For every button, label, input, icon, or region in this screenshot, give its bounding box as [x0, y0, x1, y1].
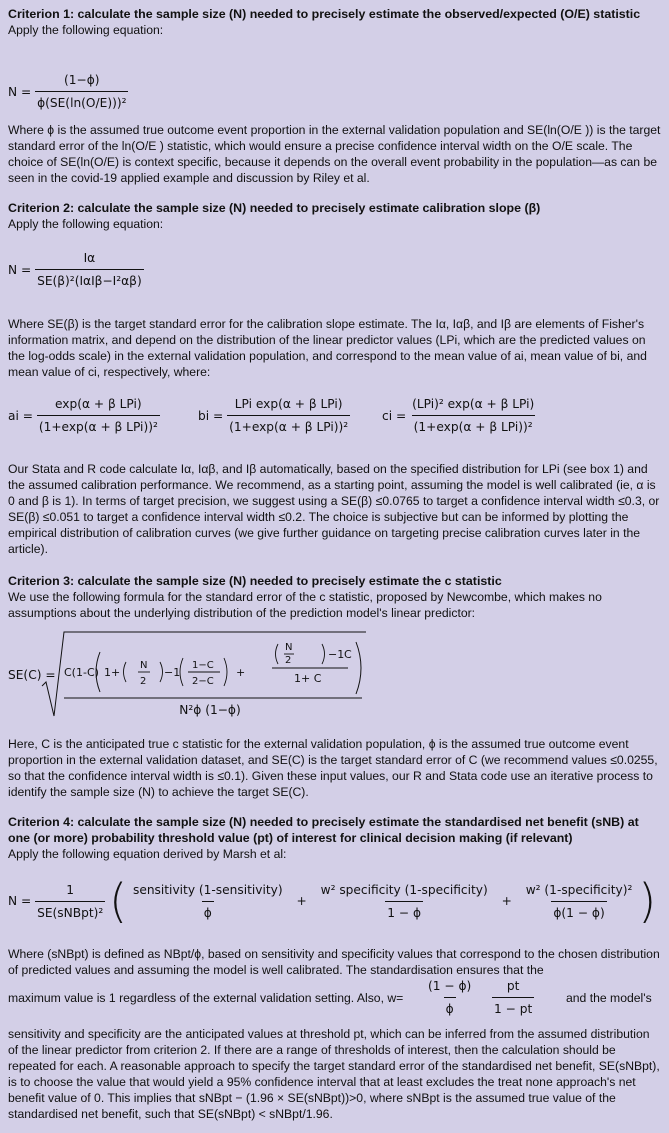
criterion-1: [8, 6, 663, 38]
svg-text:2−C: 2−C: [192, 676, 214, 687]
equation-4-term-3: [319, 882, 490, 921]
equation-4-right-paren: ): [638, 874, 657, 928]
equation-2: [8, 250, 144, 289]
criterion-4-intro: Apply the following equation derived by Marsh et al:: [8, 847, 287, 861]
equation-3-denominator-text: N²ϕ (1−ϕ): [179, 703, 241, 717]
svg-text:C: C: [344, 648, 352, 661]
criterion-4-text-3: sensitivity and specificity are the anticipated values at threshold pt, which can be inferred from the assumed distribution of the linear predictor from criterion 2. If there are a range of thresholds of interest, then the calculation should be repeated for each. A reasonable approach to specify the target standard error of the standardised net benefit, SE(sNBpt), is to choose the value that would yield a 95% confidence interval that at least excludes the treat none approach's net benefit value of 0. This implies that sNBpt − (1.96 × SE(sNBpt))>0, where sNBpt is the assumed true value of the standardised net benefit, such that SE(sNBpt) < sNBpt/1.96.: [8, 1027, 660, 1121]
equation-4-term-3-num: w² specificity (1-specificity): [320, 882, 488, 897]
svg-text:−1: −1: [164, 666, 181, 679]
criterion-3: [8, 573, 663, 621]
equation-4-term-1-den: SE(sNBpt)²: [35, 901, 105, 921]
criterion-4: [8, 814, 663, 862]
equation-1: [8, 72, 128, 111]
criterion-4-text-2a: maximum value is 1 regardless of the external validation setting. Also, w=: [8, 991, 404, 1005]
svg-text:+: +: [236, 666, 246, 679]
equation-b-numerator: LPi exp(α + β LPi): [234, 397, 343, 411]
w-fraction-2-den: 1 − pt: [492, 997, 534, 1017]
criterion-4-heading: Criterion 4: calculate the sample size (N) needed to precisely estimate the standardised net benefit (sNB) at one (or more) probability threshold value (pt) of interest for clinical decision making (if relevant): [8, 815, 639, 845]
criterion-2-text-2: Our Stata and R code calculate Iα, Iαβ, and Iβ automatically, based on the specified distribution for LPi (see box 1) and the assumed calibration performance. We recommend, as a starting point, assuming the model is well calibrated (ie, α is 0 and β is 1). In terms of target precision, we suggest using a SE(β) ≤0.0765 to target a confidence interval width ≤0.3, or SE(β) ≤0.051 to target a confidence interval width ≤0.2. The choice is subjective but can be informed by plotting the empirical distribution of calibration curves (we give further guidance on targeting precise calibration curves later in the article).: [8, 462, 660, 556]
equation-2-lhs: N =: [8, 262, 32, 277]
w-fraction-1-num: (1 − ϕ): [428, 979, 472, 993]
w-fraction-1: [426, 978, 473, 1017]
svg-text:1−C: 1−C: [192, 660, 214, 671]
equation-1-lhs: N =: [8, 84, 32, 99]
equation-1-denominator: ϕ(SE(ln(O/E)))²: [35, 91, 128, 111]
equation-4-term-4-den: ϕ(1 − ϕ): [551, 901, 606, 921]
criterion-4-body-1: [8, 946, 663, 978]
criterion-2-heading: Criterion 2: calculate the sample size (N) needed to precisely estimate calibration slope (β): [8, 201, 541, 215]
equation-2-numerator: Iα: [83, 251, 96, 265]
equation-4-term-4-num: w² (1-specificity)²: [525, 882, 633, 897]
equation-c: [382, 396, 536, 435]
criterion-4-w-line: [8, 978, 663, 1014]
svg-text:2: 2: [285, 655, 292, 666]
equation-a-denominator: (1+exp(α + β LPi))²: [37, 415, 160, 435]
equation-b-denominator: (1+exp(α + β LPi))²: [227, 415, 350, 435]
criterion-2-body: [8, 316, 663, 380]
equation-3-lhs-text: SE(C) =: [8, 668, 56, 682]
equation-4: [8, 874, 657, 928]
equation-4-term-2-den: ϕ: [202, 901, 214, 921]
equation-a-fraction: [37, 396, 160, 435]
equation-b-fraction: [227, 396, 350, 435]
equation-3-denominator: [150, 702, 270, 718]
w-fraction-2: [492, 978, 534, 1017]
criterion-3-body: [8, 736, 663, 800]
equation-4-term-2-num: sensitivity (1-sensitivity): [132, 882, 283, 897]
equation-b-lhs: bi =: [198, 408, 224, 423]
criterion-4-text-1: Where (sNBpt) is defined as NBpt/ϕ, based on sensitivity and specificity values that correspond to the chosen distribution of predicted values and assuming the model is well calibrated. The standardisation ensures that the: [8, 947, 660, 977]
equation-4-term-4: [524, 882, 635, 921]
svg-text:1+ C: 1+ C: [294, 672, 322, 685]
equation-2-denominator: SE(β)²(IαIβ−I²αβ): [35, 269, 144, 289]
criterion-3-intro: We use the following formula for the standard error of the c statistic, proposed by Newcombe, which makes no assumptions about the underlying distribution of the prediction model's linear predictor:: [8, 590, 602, 620]
equation-4-plus-2: +: [501, 894, 512, 908]
equation-c-numerator: (LPi)² exp(α + β LPi): [412, 397, 535, 411]
equation-a-lhs: ai =: [8, 408, 33, 423]
w-fraction-1-den: ϕ: [444, 997, 456, 1017]
w-fraction-2-num: pt: [506, 979, 520, 993]
equation-1-numerator: (1−ϕ): [64, 73, 100, 87]
criterion-2-text: Where SE(β) is the target standard error for the calibration slope estimate. The Iα, Iαβ, and Iβ are elements of Fisher's information matrix, and depend on the distribution of the linear predictor values (LPi, which are the predicted values on the log-odds scale) in the external validation population, and correspond to the mean value of ai, mean value of bi, and mean value of ci, respectively, where:: [8, 317, 647, 379]
svg-text:C(1-C): C(1-C): [64, 666, 99, 679]
equation-1-fraction: [35, 72, 128, 111]
equation-c-lhs: ci =: [382, 408, 407, 423]
criterion-3-heading: Criterion 3: calculate the sample size (N) needed to precisely estimate the c statistic: [8, 574, 502, 588]
criterion-1-body: [8, 122, 663, 186]
criterion-2: [8, 200, 663, 232]
criterion-4-text-2b: and the model's: [566, 991, 652, 1005]
svg-text:N: N: [285, 642, 293, 653]
equation-4-lhs: N =: [8, 894, 32, 908]
criterion-2-intro: Apply the following equation:: [8, 217, 164, 231]
equation-b: [198, 396, 350, 435]
svg-text:1+: 1+: [104, 666, 121, 679]
equation-4-term-3-den: 1 − ϕ: [385, 901, 423, 921]
criterion-1-intro: Apply the following equation:: [8, 23, 164, 37]
equation-4-term-1-num: 1: [66, 882, 75, 897]
criterion-1-heading: Criterion 1: calculate the sample size (N) needed to precisely estimate the observed/expected (O/E) statistic: [8, 7, 641, 21]
svg-text:2: 2: [140, 676, 147, 687]
equation-4-left-paren: (: [109, 874, 128, 928]
equation-2-fraction: [35, 250, 144, 289]
equation-4-term-2: [131, 882, 285, 921]
equation-a-numerator: exp(α + β LPi): [55, 397, 142, 411]
svg-text:N: N: [140, 660, 148, 671]
criterion-4-body-3: [8, 1026, 663, 1122]
criterion-2-body2: [8, 461, 663, 557]
equation-4-term-1: [35, 882, 105, 921]
svg-text:−1: −1: [328, 648, 345, 661]
equation-a: [8, 396, 160, 435]
equation-c-fraction: [410, 396, 536, 435]
equation-c-denominator: (1+exp(α + β LPi))²: [412, 415, 535, 435]
equation-4-plus-1: +: [296, 894, 307, 908]
criterion-3-text: Here, C is the anticipated true c statistic for the external validation population, ϕ is the assumed true outcome event proportion in the external validation dataset, and SE(C) is the target standard error of C (we recommend values ≤0.0255, so that the confidence interval width is ≤0.1). Given these input values, our R and Stata code use an iterative process to identify the sample size (N) to achieve the target SE(C).: [8, 737, 658, 799]
criterion-1-text: Where ϕ is the assumed true outcome event proportion in the external validation population and SE(ln(O/E )) is the target standard error of the ln(O/E ) statistic, which would ensure a precise confidence interval width on the O/E scale. The choice of SE(ln(O/E) is context specific, because it depends on the overall event probability in the population—as can be seen in the covid-19 applied example and discussion by Riley et al.: [8, 123, 661, 185]
